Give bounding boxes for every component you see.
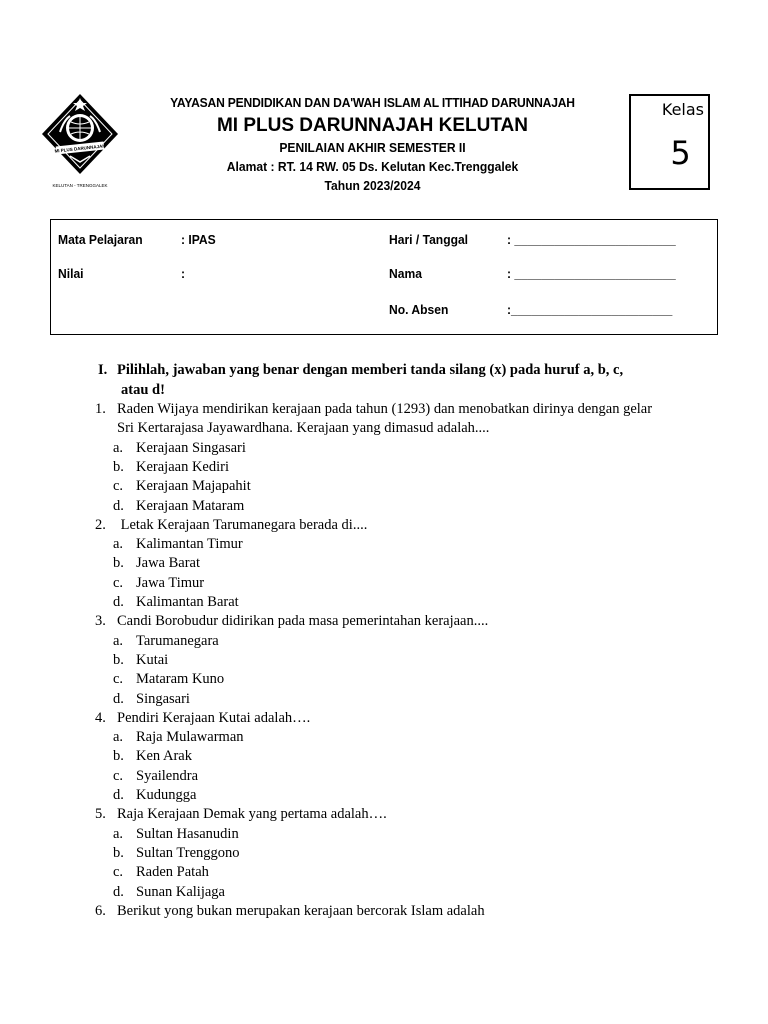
option-letter[interactable]: a. bbox=[113, 536, 124, 553]
option-letter[interactable]: a. bbox=[113, 439, 124, 456]
question-number: 4. bbox=[95, 709, 106, 726]
section-instruction-cont: atau d! bbox=[121, 382, 165, 398]
school-name: MI PLUS DARUNNAJAH KELUTAN bbox=[216, 115, 529, 136]
date-field[interactable]: : ________________________ bbox=[507, 232, 676, 247]
foundation-name: YAYASAN PENDIDIKAN DAN DA'WAH ISLAM AL ITTIHAD DARUNNAJAH bbox=[170, 95, 575, 110]
option-text: Sultan Hasanudin bbox=[136, 825, 239, 842]
section-number: I. bbox=[98, 362, 108, 378]
option-text: Raja Mulawarman bbox=[136, 729, 244, 746]
question-number: 3. bbox=[95, 613, 106, 630]
option-letter[interactable]: a. bbox=[113, 729, 124, 746]
section-instruction: Pilihlah, jawaban yang benar dengan memberi tanda silang (x) pada huruf a, b, c, bbox=[117, 362, 624, 378]
class-value: 5 bbox=[670, 134, 691, 172]
name-label: Nama bbox=[389, 266, 422, 281]
question-text: Sri Kertarajasa Jayawardhana. Kerajaan yang dimasud adalah.... bbox=[117, 420, 490, 437]
option-letter[interactable]: d. bbox=[113, 690, 124, 707]
question-text: Raja Kerajaan Demak yang pertama adalah…. bbox=[117, 806, 387, 823]
option-letter[interactable]: b. bbox=[113, 555, 124, 572]
option-text: Kerajaan Kediri bbox=[136, 458, 229, 475]
letterhead bbox=[120, 93, 625, 195]
option-text: Kerajaan Majapahit bbox=[136, 478, 251, 495]
question-text: Candi Borobudur didirikan pada masa pemerintahan kerajaan.... bbox=[117, 613, 489, 630]
option-letter[interactable]: b. bbox=[113, 651, 124, 668]
option-letter[interactable]: b. bbox=[113, 748, 124, 765]
option-letter[interactable]: d. bbox=[113, 594, 124, 610]
option-letter[interactable]: c. bbox=[113, 767, 124, 784]
option-letter[interactable]: d. bbox=[113, 497, 124, 514]
option-letter[interactable]: a. bbox=[113, 825, 124, 842]
subject-value: : IPAS bbox=[181, 232, 216, 247]
option-text: Kutai bbox=[136, 651, 169, 668]
student-info-box bbox=[50, 219, 718, 335]
option-text: Kudungga bbox=[136, 787, 197, 803]
option-letter[interactable]: d. bbox=[113, 883, 124, 900]
option-text: Sunan Kalijaga bbox=[136, 883, 225, 900]
option-text: Jawa Barat bbox=[136, 555, 201, 572]
school-logo bbox=[40, 92, 120, 192]
option-text: Raden Patah bbox=[136, 864, 209, 881]
question-number: 1. bbox=[95, 401, 106, 417]
exam-title: PENILAIAN AKHIR SEMESTER II bbox=[279, 140, 466, 155]
name-field[interactable]: : ________________________ bbox=[507, 266, 676, 281]
option-text: Kalimantan Timur bbox=[136, 536, 243, 553]
school-address: Alamat : RT. 14 RW. 05 Ds. Kelutan Kec.Trenggalek bbox=[226, 159, 519, 174]
option-text: Kerajaan Mataram bbox=[136, 497, 245, 514]
option-letter[interactable]: c. bbox=[113, 574, 124, 591]
score-label: Nilai bbox=[58, 266, 84, 281]
question-text: Berikut yong bukan merupakan kerajaan bercorak Islam adalah bbox=[117, 902, 485, 919]
option-text: Sultan Trenggono bbox=[136, 844, 240, 861]
logo-text: MI PLUS DARUNNAJAH bbox=[54, 143, 106, 154]
question-text: Pendiri Kerajaan Kutai adalah…. bbox=[117, 709, 311, 726]
option-letter[interactable]: d. bbox=[113, 787, 124, 803]
option-text: Syailendra bbox=[136, 767, 199, 784]
option-letter[interactable]: a. bbox=[113, 632, 124, 649]
class-label: Kelas bbox=[661, 100, 704, 119]
school-year: Tahun 2023/2024 bbox=[324, 178, 421, 193]
score-field[interactable]: : bbox=[181, 266, 186, 281]
date-label: Hari / Tanggal bbox=[389, 232, 469, 247]
option-text: Jawa Timur bbox=[136, 574, 205, 591]
option-text: Singasari bbox=[136, 690, 190, 707]
subject-label: Mata Pelajaran bbox=[58, 232, 143, 247]
option-letter[interactable]: b. bbox=[113, 844, 124, 861]
question-text: Letak Kerajaan Tarumanegara berada di.... bbox=[117, 516, 368, 533]
question-number: 2. bbox=[95, 516, 106, 533]
logo-caption: KELUTAN - TRENGGALEK bbox=[52, 183, 108, 188]
option-letter[interactable]: c. bbox=[113, 478, 124, 495]
option-text: Mataram Kuno bbox=[136, 671, 225, 688]
option-text: Kerajaan Singasari bbox=[136, 439, 246, 456]
question-number: 6. bbox=[95, 902, 106, 919]
class-box bbox=[629, 94, 710, 190]
roll-number-label: No. Absen bbox=[389, 302, 449, 317]
option-text: Kalimantan Barat bbox=[136, 594, 239, 610]
question-number: 5. bbox=[95, 806, 106, 823]
option-letter[interactable]: c. bbox=[113, 671, 124, 688]
option-text: Ken Arak bbox=[136, 748, 192, 765]
option-letter[interactable]: c. bbox=[113, 864, 124, 881]
option-text: Tarumanegara bbox=[136, 632, 219, 649]
option-letter[interactable]: b. bbox=[113, 458, 124, 475]
roll-number-field[interactable]: :________________________ bbox=[507, 302, 673, 317]
question-text: Raden Wijaya mendirikan kerajaan pada tahun (1293) dan menobatkan dirinya dengan gelar bbox=[117, 401, 653, 417]
